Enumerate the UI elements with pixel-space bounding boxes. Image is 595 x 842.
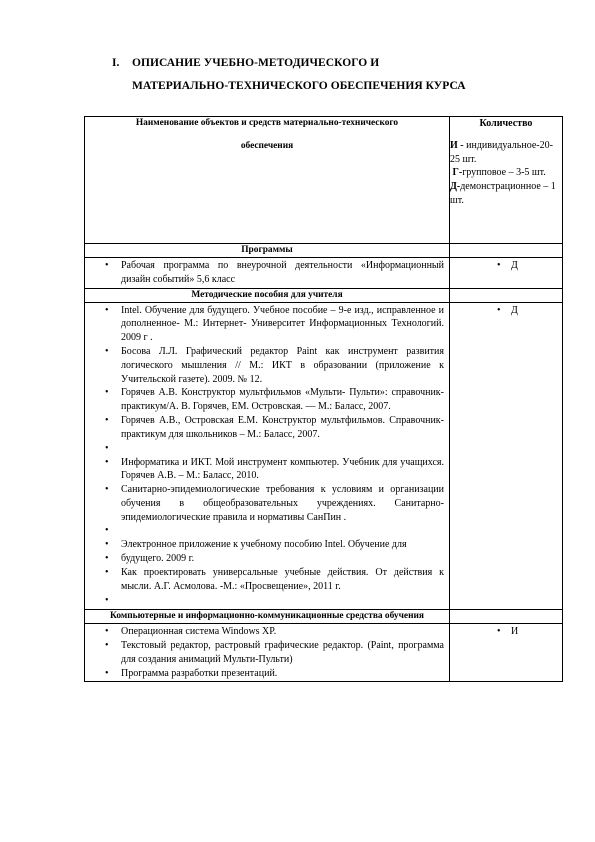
list-item: • Рабочая программа по внеурочной деятельности «Информационный дизайн событий» 5,6 класс bbox=[85, 259, 444, 287]
list-item: • Информатика и ИКТ. Мой инструмент компьютер. Учебник для учащихся. Горячев А.В. – М.: Баласс, 2010. bbox=[85, 456, 444, 484]
section-title-empty-cell bbox=[450, 244, 563, 258]
heading-number: I. bbox=[112, 57, 120, 69]
list-item: • Программа разработки презентаций. bbox=[85, 667, 444, 681]
heading-line-2: МАТЕРИАЛЬНО-ТЕХНИЧЕСКОГО ОБЕСПЕЧЕНИЯ КУРСА bbox=[132, 80, 466, 92]
header-quantity-title: Количество bbox=[479, 118, 533, 129]
list-item: • Intel. Обучение для будущего. Учебное пособие – 9-е изд., исправленное и дополненное- М.: Интернет- Университет Информационных Технологий. 2009 г . bbox=[85, 304, 444, 345]
legend-demo-text: демонстрационное – 1 шт. bbox=[450, 181, 556, 206]
section-row-teacher-materials bbox=[85, 288, 563, 302]
quantity-cell bbox=[450, 302, 563, 609]
section-content-ict-tools bbox=[85, 624, 563, 682]
section-title-empty-cell bbox=[450, 288, 563, 302]
legend-group bbox=[450, 166, 562, 180]
list-item: • Электронное приложение к учебному пособию Intel. Обучение для bbox=[85, 538, 444, 552]
list-item: • Как проектировать универсальные учебные действия. От действия к мысли. А.Г. Асмолова. -М.: «Просвещение», 2011 г. bbox=[85, 566, 444, 594]
table-header-row bbox=[85, 117, 563, 244]
quantity-cell bbox=[450, 257, 563, 288]
list-item: • Операционная система Windows XP. bbox=[85, 625, 444, 639]
legend-group-key: Г- bbox=[452, 167, 463, 179]
legend-demo-key: Д- bbox=[450, 181, 461, 193]
list-item: • Босова Л.Л. Графический редактор Paint как инструмент развития логического мышления // М.: ИКТ в образовании (приложение к Учительской газете). 2009. № 12. bbox=[85, 345, 444, 386]
items-cell bbox=[85, 302, 450, 609]
heading-line-1 bbox=[112, 57, 379, 69]
header-name-line-2: обеспечения bbox=[240, 140, 294, 151]
heading-text-1: ОПИСАНИЕ УЧЕБНО-МЕТОДИЧЕСКОГО И bbox=[132, 57, 380, 69]
item-list bbox=[85, 258, 449, 288]
section-content-teacher-materials bbox=[85, 302, 563, 609]
items-cell bbox=[85, 624, 450, 682]
section-row-ict-tools bbox=[85, 609, 563, 624]
section-content-programs bbox=[85, 257, 563, 288]
quantity-mark: • Д bbox=[450, 304, 562, 318]
legend-demo bbox=[450, 180, 562, 208]
item-list bbox=[85, 624, 449, 681]
legend-individual-text: индивидуальное-20-25 шт. bbox=[450, 139, 553, 165]
legend-individual-key: И - bbox=[450, 139, 464, 151]
list-item-empty bbox=[85, 524, 444, 538]
quantity-cell bbox=[450, 624, 563, 682]
list-item: • будущего. 2009 г. bbox=[85, 552, 444, 566]
section-title-teacher-materials: Методические пособия для учителя bbox=[85, 288, 450, 302]
legend-group-text: групповое – 3-5 шт. bbox=[462, 167, 546, 179]
header-name-cell bbox=[85, 117, 450, 244]
list-item-empty bbox=[85, 594, 444, 608]
list-item: • Горячев А.В., Островская Е.М. Конструктор мультфильмов. Справочник-практикум для школьников – М.: Баласс, 2007. bbox=[85, 414, 444, 442]
list-item: • Санитарно-эпидемиологические требования к условиям и организации обучения в общеобразовательных учреждениях. Санитарно-эпидемиологические правила и нормативы СанПин . bbox=[85, 483, 444, 524]
items-cell bbox=[85, 257, 450, 288]
item-list bbox=[85, 303, 449, 609]
section-title-empty-cell bbox=[450, 609, 563, 624]
header-name-line-1: Наименование объектов и средств материально-технического bbox=[135, 118, 399, 128]
section-row-programs bbox=[85, 244, 563, 258]
quantity-mark: • И bbox=[450, 625, 562, 639]
list-item: • Горячев А.В. Конструктор мультфильмов «Мульти- Пульти»: справочник-практикум/А. В. Горячев, ЕМ. Островская. — М.: Баласс, 2007. bbox=[85, 386, 444, 414]
list-item-empty bbox=[85, 442, 444, 456]
legend-individual bbox=[450, 139, 562, 167]
quantity-mark: • Д bbox=[450, 259, 562, 273]
equipment-table bbox=[84, 116, 563, 682]
section-title-ict-tools: Компьютерные и информационно-коммуникационные средства обучения bbox=[85, 609, 450, 624]
section-title-programs: Программы bbox=[85, 244, 450, 258]
list-item: • Текстовый редактор, растровый графические редактор. (Paint, программа для создания анимаций Мульти-Пульти) bbox=[85, 639, 444, 667]
header-quantity-cell bbox=[450, 117, 563, 244]
